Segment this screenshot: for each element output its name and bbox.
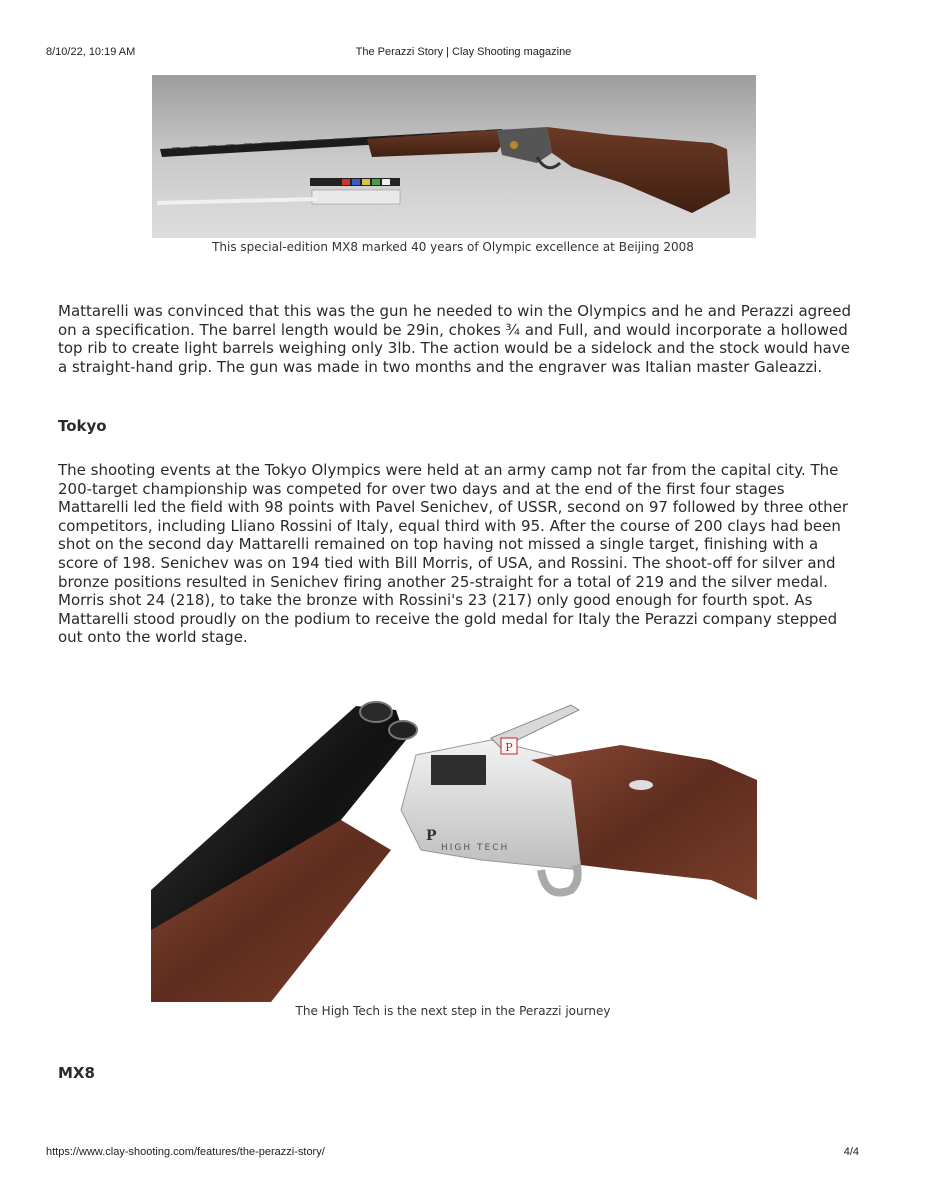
article-paragraph: Mattarelli was convinced that this was the gun he needed to win the Olympics and he and Perazzi agreed on a specification. The barrel length would be 29in, chokes ¾ and Full, and would incorporate a hollowed top rib to create light barrels weighing only 3lb. The action would be a sidelock and the stock would have a straight-hand grip. The gun was made in two months and the engraver was Italian master Galeazzi. [58,302,852,376]
article-paragraph: The shooting events at the Tokyo Olympics were held at an army camp not far from the capital city. The 200-target championship was competed for over two days and at the end of the first four stages Mattarelli led the field with 98 points with Pavel Senichev, of USSR, second on 97 followed by three other competitors, including Lliano Rossini of Italy, equal third with 95. After the course of 200 clays had been shot on the second day Mattarelli remained on top having not missed a single target, finishing with a score of 198. Senichev was on 194 tied with Bill Morris, of USA, and Rossini. The shoot-off for silver and bronze positions resulted in Senichev firing another 25-straight for a total of 219 and the silver medal. Morris shot 24 (218), to take the bronze with Rossini's 23 (217) only good enough for fourth spot. As Mattarelli stood proudly on the podium to receive the gold medal for Italy the Perazzi company stepped out onto the world stage. [58,461,849,647]
mx8-photo [152,75,756,238]
print-date: 8/10/22, 10:19 AM [46,46,136,58]
section-heading-tokyo: Tokyo [58,417,107,435]
logo-badge-mark: P [505,741,513,754]
mx8-photo-caption: This special-edition MX8 marked 40 years of Olympic excellence at Beijing 2008 [212,240,694,254]
high-tech-shotgun-image [151,700,757,1002]
print-page-title: The Perazzi Story | Clay Shooting magazine [355,46,572,58]
engraving-logo: P [426,828,437,844]
high-tech-photo [151,700,757,1002]
engraving-text: HIGH TECH [441,843,510,853]
section-heading-mx8: MX8 [58,1064,95,1082]
print-url: https://www.clay-shooting.com/features/the-perazzi-story/ [46,1146,325,1158]
high-tech-photo-caption: The High Tech is the next step in the Perazzi journey [295,1004,611,1018]
print-page-number: 4/4 [843,1146,859,1158]
mx8-shotgun-image [152,75,756,238]
